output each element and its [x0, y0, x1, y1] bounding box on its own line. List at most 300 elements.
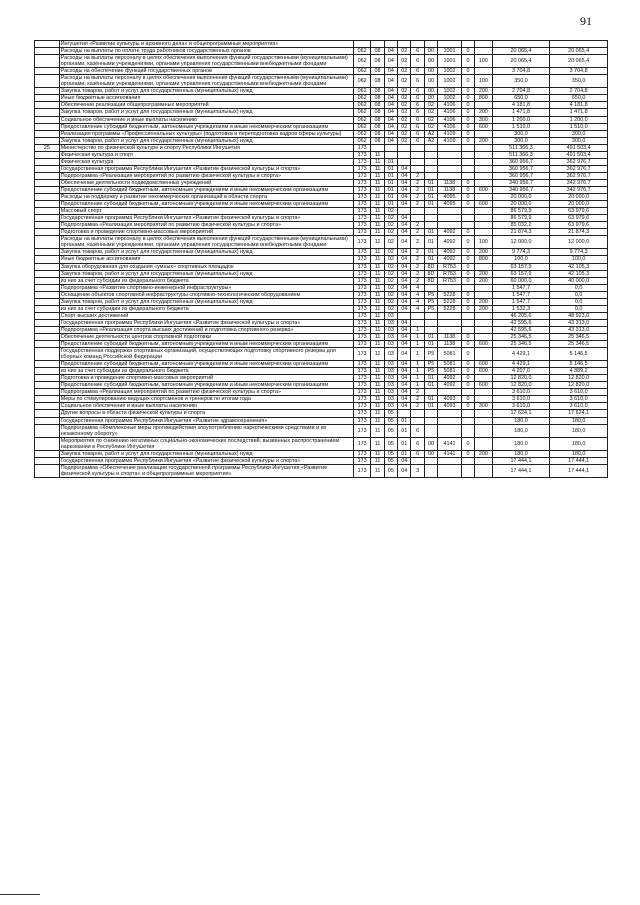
expense-code-cell: 4093: [438, 403, 462, 410]
subsection-code-cell: 03: [384, 375, 397, 382]
amount-year2-cell: 63 979,6: [550, 208, 608, 215]
extra-code-cell: 0: [461, 361, 474, 368]
amount-year2-cell: 3 704,8: [550, 68, 608, 75]
item-name-cell: Закупка товаров, работ и услуг для государственных (муниципальных) нужд: [59, 270, 353, 277]
direction-code-cell: 01: [424, 396, 437, 403]
amount-year1-cell: 1 547,7: [492, 291, 550, 298]
row-number-cell: [35, 75, 60, 88]
program-code-cell: [398, 144, 411, 151]
subprogram-code-cell: [411, 158, 424, 165]
expense-type-cell: 200: [475, 305, 492, 312]
subprogram-code-cell: 2: [411, 396, 424, 403]
item-name-cell: Государственная поддержка спортивных организаций, осуществляющих подготовку спортивного резерва для сборных команд Российской Федерации: [59, 348, 353, 361]
program-code-cell: 04: [398, 389, 411, 396]
table-row: [35, 236, 608, 249]
amount-year1-cell: 360 956,7: [492, 172, 550, 179]
expense-code-cell: 4092: [438, 229, 462, 236]
subprogram-code-cell: [411, 410, 424, 417]
ministry-code-cell: 173: [353, 236, 370, 249]
expense-type-cell: 600: [475, 123, 492, 130]
row-number-cell: [35, 326, 60, 333]
amount-year2-cell: 342 976,7: [550, 179, 608, 186]
subsection-code-cell: 02: [384, 284, 397, 291]
subprogram-code-cell: 6: [411, 137, 424, 144]
item-name-cell: Расходы на выплаты персоналу в целях обеспечения выполнения функций государственными (муниципальными) органами, казёнными учреждениями, органами управления государственными внебюджетными фондами: [59, 55, 353, 68]
ministry-code-cell: 173: [353, 263, 370, 270]
item-name-cell: Социальное обеспечение и иные выплаты населению: [59, 116, 353, 123]
direction-code-cell: [424, 312, 437, 319]
subprogram-code-cell: 6: [411, 109, 424, 116]
extra-code-cell: 0: [461, 75, 474, 88]
program-code-cell: 04: [398, 382, 411, 389]
row-number-cell: [35, 437, 60, 450]
amount-year1-cell: 3 610,0: [492, 396, 550, 403]
expense-code-cell: [438, 222, 462, 229]
expense-type-cell: [475, 263, 492, 270]
expense-code-cell: [438, 208, 462, 215]
subprogram-code-cell: 4: [411, 291, 424, 298]
program-code-cell: 04: [398, 396, 411, 403]
table-row: [35, 298, 608, 305]
row-number-cell: [35, 151, 60, 158]
direction-code-cell: [424, 389, 437, 396]
item-name-cell: Подпрограмма «Реализация мероприятий по развитию физической культуры и спорта»: [59, 389, 353, 396]
subsection-code-cell: 02: [384, 215, 397, 222]
expense-code-cell: [438, 41, 462, 48]
table-row: [35, 144, 608, 151]
budget-table: [34, 40, 608, 478]
section-code-cell: 11: [371, 291, 384, 298]
amount-year2-cell: 0,0: [550, 291, 608, 298]
amount-year2-cell: 1 471,8: [550, 109, 608, 116]
program-code-cell: 02: [398, 68, 411, 75]
expense-type-cell: [475, 222, 492, 229]
row-number-cell: [35, 333, 60, 340]
program-code-cell: 04: [398, 291, 411, 298]
section-code-cell: 08: [371, 123, 384, 130]
direction-code-cell: 01: [424, 341, 437, 348]
ministry-code-cell: 173: [353, 172, 370, 179]
amount-year2-cell: 43 313,0: [550, 326, 608, 333]
amount-year1-cell: 4 429,1: [492, 348, 550, 361]
subsection-code-cell: 05: [384, 464, 397, 477]
item-name-cell: Министерство по физической культуре и спорту Республики Ингушетия: [59, 144, 353, 151]
program-code-cell: 02: [398, 48, 411, 55]
subsection-code-cell: 03: [384, 361, 397, 368]
section-code-cell: 11: [371, 361, 384, 368]
program-code-cell: 04: [398, 215, 411, 222]
subprogram-code-cell: 4: [411, 305, 424, 312]
row-number-cell: [35, 48, 60, 55]
section-code-cell: 11: [371, 270, 384, 277]
expense-type-cell: [475, 312, 492, 319]
amount-year2-cell: 17 444,1: [550, 457, 608, 464]
item-name-cell: Государственная программа Республики Ингушетия «Развитие здравоохранения»: [59, 417, 353, 424]
row-number-cell: [35, 88, 60, 95]
section-code-cell: 08: [371, 75, 384, 88]
direction-code-cell: 01: [424, 186, 437, 193]
section-code-cell: 08: [371, 48, 384, 55]
extra-code-cell: 0: [461, 116, 474, 123]
amount-year1-cell: 12 000,0: [492, 236, 550, 249]
subprogram-code-cell: 6: [411, 95, 424, 102]
table-row: [35, 48, 608, 55]
expense-code-cell: 4093: [438, 396, 462, 403]
expense-code-cell: 5081: [438, 361, 462, 368]
ministry-code-cell: 173: [353, 410, 370, 417]
expense-code-cell: 5228: [438, 305, 462, 312]
subprogram-code-cell: 1: [411, 333, 424, 340]
expense-code-cell: 4092: [438, 236, 462, 249]
row-number-cell: [35, 263, 60, 270]
section-code-cell: 11: [371, 194, 384, 201]
ministry-code-cell: 062: [353, 95, 370, 102]
expense-type-cell: 200: [475, 270, 492, 277]
amount-year1-cell: 350,0: [492, 75, 550, 88]
subsection-code-cell: 01: [384, 194, 397, 201]
row-number-cell: [35, 95, 60, 102]
amount-year1-cell: 86 579,9: [492, 215, 550, 222]
row-number-cell: [35, 341, 60, 348]
direction-code-cell: [424, 208, 437, 215]
item-name-cell: Меры по стимулированию ведущих спортсменов и тренеров по итогам года: [59, 396, 353, 403]
amount-year1-cell: 4 181,8: [492, 102, 550, 109]
direction-code-cell: [424, 41, 437, 48]
direction-code-cell: 02: [424, 102, 437, 109]
expense-code-cell: 1138: [438, 333, 462, 340]
subsection-code-cell: 04: [384, 48, 397, 55]
amount-year2-cell: 4 889,2: [550, 368, 608, 375]
extra-code-cell: 0: [461, 263, 474, 270]
subsection-code-cell: 04: [384, 130, 397, 137]
amount-year2-cell: 17 444,1: [550, 464, 608, 477]
section-code-cell: 11: [371, 249, 384, 256]
amount-year2-cell: 342 976,7: [550, 186, 608, 193]
program-code-cell: 04: [398, 361, 411, 368]
amount-year2-cell: 650,0: [550, 95, 608, 102]
expense-type-cell: [475, 165, 492, 172]
expense-code-cell: 4106: [438, 109, 462, 116]
program-code-cell: 04: [398, 403, 411, 410]
row-number-cell: [35, 165, 60, 172]
program-code-cell: 01: [398, 450, 411, 457]
expense-code-cell: [438, 389, 462, 396]
subprogram-code-cell: 1: [411, 348, 424, 361]
ministry-code-cell: 173: [353, 144, 370, 151]
table-row: [35, 437, 608, 450]
table-row: [35, 333, 608, 340]
amount-year1-cell: 1 471,8: [492, 109, 550, 116]
ministry-code-cell: 062: [353, 68, 370, 75]
amount-year1-cell: 42 595,6: [492, 319, 550, 326]
row-number-cell: [35, 382, 60, 389]
subsection-code-cell: 02: [384, 270, 397, 277]
extra-code-cell: 0: [461, 396, 474, 403]
ministry-code-cell: 173: [353, 319, 370, 326]
subprogram-code-cell: 2: [411, 263, 424, 270]
expense-type-cell: 200: [475, 109, 492, 116]
amount-year2-cell: 63 979,6: [550, 222, 608, 229]
program-code-cell: [398, 410, 411, 417]
expense-code-cell: 4109: [438, 130, 462, 137]
subsection-code-cell: 02: [384, 236, 397, 249]
extra-code-cell: 0: [461, 179, 474, 186]
amount-year1-cell: 1 547,7: [492, 298, 550, 305]
row-number-cell: [35, 348, 60, 361]
expense-type-cell: [475, 158, 492, 165]
program-code-cell: 04: [398, 305, 411, 312]
expense-code-cell: 5228: [438, 291, 462, 298]
item-name-cell: Закупка товаров, работ и услуг для государственных (муниципальных) нужд: [59, 109, 353, 116]
amount-year1-cell: 1 510,0: [492, 123, 550, 130]
table-row: [35, 208, 608, 215]
expense-code-cell: 5081: [438, 368, 462, 375]
ministry-code-cell: 062: [353, 75, 370, 88]
table-row: [35, 457, 608, 464]
ministry-code-cell: 173: [353, 291, 370, 298]
row-number-cell: [35, 158, 60, 165]
section-code-cell: 11: [371, 396, 384, 403]
section-code-cell: 11: [371, 208, 384, 215]
expense-type-cell: 800: [475, 95, 492, 102]
program-code-cell: 04: [398, 201, 411, 208]
subprogram-code-cell: 1: [411, 368, 424, 375]
section-code-cell: 11: [371, 151, 384, 158]
expense-code-cell: [438, 165, 462, 172]
subprogram-code-cell: [411, 144, 424, 151]
section-code-cell: 11: [371, 457, 384, 464]
ministry-code-cell: 173: [353, 464, 370, 477]
item-name-cell: Расходы на выплаты персоналу в целях обеспечения выполнения функций государственными (муниципальными) органами, казёнными учреждениями, органами управления государственными внебюджетными фондами: [59, 236, 353, 249]
amount-year1-cell: 17 624,1: [492, 410, 550, 417]
item-name-cell: Расходы на выплаты персоналу в целях обеспечения выполнения функций государственными (муниципальными) органами, казёнными учреждениями, органами управления государственными внебюджетными фондами: [59, 75, 353, 88]
item-name-cell: Физическая культура: [59, 158, 353, 165]
direction-code-cell: 01: [424, 403, 437, 410]
extra-code-cell: 0: [461, 382, 474, 389]
subprogram-code-cell: 6: [411, 88, 424, 95]
ministry-code-cell: 173: [353, 333, 370, 340]
item-name-cell: Закупка товаров, работ и услуг для государственных (муниципальных) нужд: [59, 137, 353, 144]
extra-code-cell: 0: [461, 277, 474, 284]
expense-type-cell: [475, 194, 492, 201]
section-code-cell: 11: [371, 186, 384, 193]
row-number-cell: [35, 172, 60, 179]
program-code-cell: 04: [398, 194, 411, 201]
expense-type-cell: 200: [475, 137, 492, 144]
row-number-cell: [35, 450, 60, 457]
expense-type-cell: [475, 389, 492, 396]
section-code-cell: 08: [371, 137, 384, 144]
amount-year2-cell: 9 774,3: [550, 249, 608, 256]
extra-code-cell: 0: [461, 341, 474, 348]
subprogram-code-cell: 4: [411, 284, 424, 291]
item-name-cell: Ингушетия «Развитие культуры и архивного дела» и общепрограммные мероприятия»: [59, 41, 353, 48]
table-row: [35, 179, 608, 186]
amount-year2-cell: 362 976,7: [550, 165, 608, 172]
table-row: [35, 109, 608, 116]
extra-code-cell: [461, 319, 474, 326]
subprogram-code-cell: [411, 312, 424, 319]
section-code-cell: 11: [371, 450, 384, 457]
subprogram-code-cell: [411, 319, 424, 326]
row-number-cell: [35, 361, 60, 368]
direction-code-cell: [424, 457, 437, 464]
subsection-code-cell: 04: [384, 109, 397, 116]
direction-code-cell: A2: [424, 130, 437, 137]
expense-type-cell: [475, 424, 492, 437]
subprogram-code-cell: 2: [411, 270, 424, 277]
direction-code-cell: 00: [424, 88, 437, 95]
section-code-cell: 08: [371, 68, 384, 75]
expense-code-cell: [438, 464, 462, 477]
amount-year1-cell: 46 205,6: [492, 312, 550, 319]
program-code-cell: 04: [398, 270, 411, 277]
extra-code-cell: 0: [461, 194, 474, 201]
expense-type-cell: 200: [475, 249, 492, 256]
amount-year2-cell: 21 874,3: [550, 229, 608, 236]
subsection-code-cell: 01: [384, 158, 397, 165]
amount-year1-cell: 42 595,6: [492, 326, 550, 333]
program-code-cell: 04: [398, 263, 411, 270]
table-row: [35, 291, 608, 298]
item-name-cell: Мероприятия по снижению негативных социально-экономических последствий, вызванных распространением наркомании в Республике Ингушетия: [59, 437, 353, 450]
row-number-cell: [35, 137, 60, 144]
section-code-cell: 08: [371, 130, 384, 137]
item-name-cell: Предоставление субсидий бюджетным, автономным учреждениям и иным некоммерческим организациям: [59, 186, 353, 193]
section-code-cell: 11: [371, 256, 384, 263]
subsection-code-cell: 02: [384, 208, 397, 215]
expense-type-cell: [475, 396, 492, 403]
row-number-cell: [35, 368, 60, 375]
row-number-cell: [35, 284, 60, 291]
expense-code-cell: 4095: [438, 194, 462, 201]
ministry-code-cell: 173: [353, 375, 370, 382]
program-code-cell: 04: [398, 229, 411, 236]
expense-type-cell: 200: [475, 277, 492, 284]
expense-type-cell: 600: [475, 341, 492, 348]
extra-code-cell: 0: [461, 291, 474, 298]
section-code-cell: 11: [371, 326, 384, 333]
section-code-cell: 11: [371, 312, 384, 319]
row-number-cell: [35, 229, 60, 236]
subsection-code-cell: 05: [384, 437, 397, 450]
amount-year1-cell: 100,0: [492, 256, 550, 263]
amount-year1-cell: 340 956,7: [492, 179, 550, 186]
program-code-cell: 04: [398, 222, 411, 229]
extra-code-cell: [461, 389, 474, 396]
ministry-code-cell: 173: [353, 249, 370, 256]
expense-type-cell: 800: [475, 256, 492, 263]
expense-code-cell: [438, 172, 462, 179]
amount-year1-cell: 3 610,0: [492, 389, 550, 396]
subsection-code-cell: 01: [384, 201, 397, 208]
table-row: [35, 75, 608, 88]
direction-code-cell: [424, 424, 437, 437]
ministry-code-cell: 173: [353, 348, 370, 361]
direction-code-cell: 01: [424, 229, 437, 236]
table-row: [35, 137, 608, 144]
item-name-cell: Закупка товаров, работ и услуг для государственных (муниципальных) нужд: [59, 298, 353, 305]
amount-year1-cell: 3 610,0: [492, 403, 550, 410]
section-code-cell: 11: [371, 284, 384, 291]
direction-code-cell: [424, 215, 437, 222]
ministry-code-cell: 062: [353, 55, 370, 68]
item-name-cell: Закупка товаров, работ и услуг для государственных (муниципальных) нужд: [59, 450, 353, 457]
extra-code-cell: [461, 215, 474, 222]
program-code-cell: 04: [398, 284, 411, 291]
program-code-cell: 04: [398, 326, 411, 333]
amount-year2-cell: 25 346,5: [550, 333, 608, 340]
subprogram-code-cell: 1: [411, 382, 424, 389]
program-code-cell: 04: [398, 464, 411, 477]
direction-code-cell: 8D: [424, 263, 437, 270]
ministry-code-cell: 173: [353, 151, 370, 158]
expense-type-cell: 600: [475, 201, 492, 208]
expense-code-cell: [438, 457, 462, 464]
program-code-cell: 04: [398, 236, 411, 249]
expense-code-cell: 4092: [438, 249, 462, 256]
expense-code-cell: 1138: [438, 179, 462, 186]
section-code-cell: 11: [371, 410, 384, 417]
section-code-cell: 11: [371, 215, 384, 222]
row-number-cell: [35, 277, 60, 284]
amount-year1-cell: 9 774,3: [492, 249, 550, 256]
extra-code-cell: [461, 284, 474, 291]
row-number-cell: [35, 41, 60, 48]
extra-code-cell: 0: [461, 186, 474, 193]
subprogram-code-cell: 6: [411, 102, 424, 109]
item-name-cell: Социальное обеспечение и иные выплаты населению: [59, 403, 353, 410]
program-code-cell: 04: [398, 457, 411, 464]
row-number-cell: [35, 464, 60, 477]
ministry-code-cell: 173: [353, 361, 370, 368]
expense-code-cell: R753: [438, 277, 462, 284]
extra-code-cell: 0: [461, 368, 474, 375]
ministry-code-cell: 173: [353, 284, 370, 291]
item-name-cell: Иные бюджетные ассигнования: [59, 256, 353, 263]
item-name-cell: Подготовка и проведение спортивно-массовых мероприятий: [59, 375, 353, 382]
expense-code-cell: 4095: [438, 201, 462, 208]
section-code-cell: 11: [371, 375, 384, 382]
ministry-code-cell: 173: [353, 403, 370, 410]
table-row: [35, 326, 608, 333]
extra-code-cell: [461, 417, 474, 424]
subsection-code-cell: 02: [384, 305, 397, 312]
extra-code-cell: 0: [461, 88, 474, 95]
amount-year1-cell: 12 820,0: [492, 375, 550, 382]
extra-code-cell: 0: [461, 137, 474, 144]
table-row: [35, 151, 608, 158]
expense-code-cell: [438, 312, 462, 319]
table-row: [35, 130, 608, 137]
expense-code-cell: 5081: [438, 348, 462, 361]
page-number: 91: [580, 14, 592, 28]
subsection-code-cell: 03: [384, 319, 397, 326]
expense-type-cell: 600: [475, 361, 492, 368]
ministry-code-cell: [353, 41, 370, 48]
amount-year1-cell: 180,0: [492, 450, 550, 457]
ministry-code-cell: 173: [353, 298, 370, 305]
subprogram-code-cell: 1: [411, 326, 424, 333]
amount-year2-cell: 42 105,3: [550, 263, 608, 270]
table-row: [35, 116, 608, 123]
expense-code-cell: R753: [438, 270, 462, 277]
table-row: [35, 284, 608, 291]
direction-code-cell: 02: [424, 123, 437, 130]
table-row: [35, 249, 608, 256]
item-name-cell: Физическая культура и спорт: [59, 151, 353, 158]
subprogram-code-cell: [411, 41, 424, 48]
